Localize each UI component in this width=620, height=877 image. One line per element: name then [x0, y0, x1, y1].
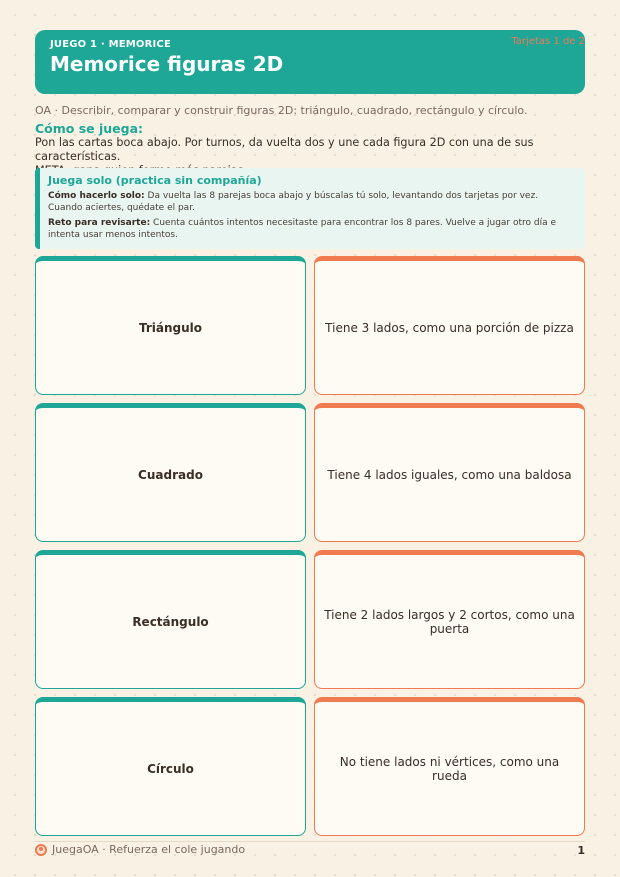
description-card-label: Tiene 2 lados largos y 2 cortos, como una puerta — [324, 607, 575, 636]
game-kicker: JUEGO 1 · MEMORICE — [50, 39, 172, 50]
shape-card-label: Rectángulo — [132, 614, 209, 629]
description-card-triangle — [314, 256, 585, 395]
shape-card-square — [35, 403, 306, 542]
shape-card-rectangle — [35, 550, 306, 689]
description-card-label: Tiene 4 lados iguales, como una baldosa — [327, 467, 572, 482]
learning-objective: OA · Describir, comparar y construir figuras 2D: triángulo, cuadrado, rectángulo y círculo. — [35, 104, 528, 117]
solo-play-title: Juega solo (practica sin compañía) — [48, 174, 262, 187]
description-card-label: Tiene 3 lados, como una porción de pizza — [325, 320, 574, 335]
solo-how-text — [48, 190, 575, 214]
shape-card-label: Cuadrado — [138, 467, 203, 482]
description-card-square — [314, 403, 585, 542]
brand-logo-icon — [35, 844, 47, 856]
shape-card-label: Círculo — [147, 761, 194, 776]
page-number: 1 — [577, 844, 585, 857]
how-to-play-instructions: Pon las cartas boca abajo. Por turnos, da vuelta dos y une cada figura 2D con una de sus características. — [35, 136, 534, 163]
solo-how-body: Da vuelta las 8 parejas boca abajo y búscalas tú solo, levantando dos tarjetas por vez. Cuando aciertes, quédate el par. — [48, 191, 539, 213]
solo-challenge-body: Cuenta cuántos intentos necesitaste para encontrar los 8 pares. Vuelve a jugar otro día e intenta usar menos intentos. — [48, 218, 557, 240]
description-card-rectangle — [314, 550, 585, 689]
footer-brand-text: JuegaOA · Refuerza el cole jugando — [52, 843, 246, 856]
description-card-circle — [314, 697, 585, 836]
solo-challenge-text — [48, 217, 575, 241]
how-to-play-title: Cómo se juega: — [35, 121, 144, 136]
solo-challenge-label: Reto para revisarte: — [48, 218, 151, 228]
game-header — [35, 30, 585, 94]
page-title: Memorice figuras 2D — [50, 52, 284, 76]
solo-how-label: Cómo hacerlo solo: — [48, 191, 145, 201]
shape-card-label: Triángulo — [138, 320, 203, 335]
shape-card-circle — [35, 697, 306, 836]
description-card-label: No tiene lados ni vértices, como una rueda — [339, 754, 560, 783]
footer-brand — [35, 843, 245, 856]
solo-play-box — [35, 168, 585, 249]
sheet-indicator: Tarjetas 1 de 2 — [511, 36, 585, 47]
shape-card-triangle — [35, 256, 306, 395]
footer-divider — [35, 841, 585, 842]
